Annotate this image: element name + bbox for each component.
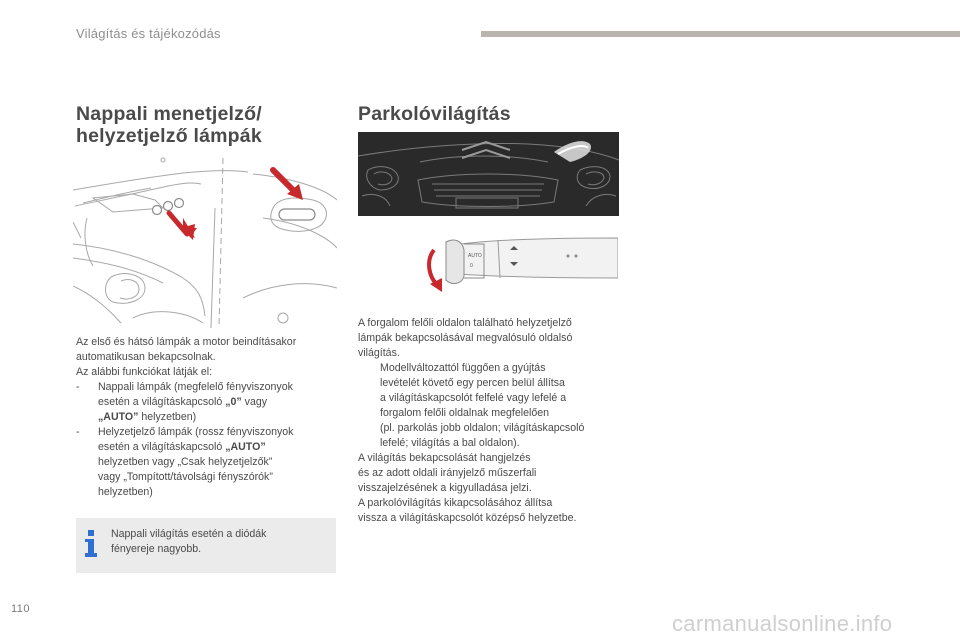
parking-lights-text — [358, 316, 628, 526]
item1-line2-a: esetén a világításkapcsoló — [98, 396, 226, 408]
page-number: 110 — [11, 603, 31, 615]
info-icon — [84, 530, 98, 558]
section-title-line-1: Nappali menetjelző/ — [76, 103, 262, 125]
item2-line2-a: esetén a világításkapcsoló — [98, 441, 226, 453]
stalk-label-auto: AUTO — [468, 253, 482, 259]
item1-line2 — [98, 395, 338, 410]
intro-line-3: Az alábbi funkciókat látják el: — [76, 366, 213, 378]
info-line-2: fényereje nagyobb. — [111, 543, 202, 555]
para2-line-3: visszajelzésének a kigyulladása jelzi. — [358, 482, 532, 494]
list-marker: - — [76, 381, 80, 393]
headlamp-illustration — [73, 148, 337, 328]
intro-line-1: Az első és hátsó lámpák a motor beindításakor — [76, 336, 297, 348]
intro-line-2: automatikusan bekapcsolnak. — [76, 351, 216, 363]
para1-line-1: A forgalom felőli oldalon található helyzetjelző — [358, 317, 572, 329]
watermark: carmanualsonline.info — [672, 611, 893, 636]
bullet-line-6: lefelé; világítás a bal oldalon). — [380, 437, 520, 449]
bullet-line-1: Modellváltozattól függően a gyújtás — [380, 362, 546, 374]
item2-line5: helyzetben) — [98, 486, 153, 498]
item2-line4: vagy „Tompított/távolsági fényszórók” — [98, 471, 273, 483]
item1-line2-b: „0” — [225, 396, 242, 408]
para2-line-2: és az adott oldali irányjelző műszerfali — [358, 467, 537, 479]
car-front-illustration — [358, 132, 619, 216]
item1-line3 — [98, 410, 338, 425]
lighting-stalk-illustration — [418, 226, 618, 301]
section-title-line-2: helyzetjelző lámpák — [76, 125, 262, 147]
para2-line-4: A parkolóvilágítás kikapcsolásához állítsa — [358, 497, 553, 509]
para2-line-1: A világítás bekapcsolását hangjelzés — [358, 452, 531, 464]
item2-line1: Helyzetjelző lámpák (rossz fényviszonyok — [98, 426, 294, 438]
page-header-title: Világítás és tájékozódás — [76, 26, 221, 41]
section-title-parking-lights: Parkolóvilágítás — [358, 103, 511, 125]
para2-line-5: vissza a világításkapcsolót középső helyzetbe. — [358, 512, 577, 524]
item1-line1: Nappali lámpák (megfelelő fényviszonyok — [98, 381, 293, 393]
item1-line2-c: vagy — [241, 396, 268, 408]
list-item-daytime — [76, 380, 338, 425]
header-bar — [481, 31, 960, 37]
info-line-1: Nappali világítás esetén a diódák — [111, 528, 267, 540]
section-title-daytime-lights — [76, 103, 262, 147]
para1-line-3: világítás. — [358, 347, 400, 359]
para1-line-2: lámpák bekapcsolásával megvalósuló oldalsó — [358, 332, 573, 344]
stalk-label-zero: 0 — [470, 263, 473, 269]
list-item-position — [76, 425, 338, 500]
item1-line3-b: helyzetben) — [138, 411, 197, 423]
item2-line3: helyzetben vagy „Csak helyzetjelzők” — [98, 456, 273, 468]
list-marker: - — [76, 426, 80, 438]
bullet-line-3: a világításkapcsolót felfelé vagy lefelé a — [380, 392, 567, 404]
daytime-lights-text — [76, 335, 338, 500]
item2-line2-b: „AUTO” — [225, 441, 266, 453]
info-box — [76, 518, 336, 573]
bullet-line-4: forgalom felőli oldalnak megfelelően — [380, 407, 550, 419]
info-text — [111, 527, 266, 557]
bullet-item — [358, 361, 628, 451]
item1-line3-a: „AUTO” — [98, 411, 139, 423]
bullet-line-5: (pl. parkolás jobb oldalon; világításkapcsoló — [380, 422, 585, 434]
item2-line2 — [98, 440, 338, 455]
bullet-line-2: levételét követő egy percen belül állítsa — [380, 377, 565, 389]
